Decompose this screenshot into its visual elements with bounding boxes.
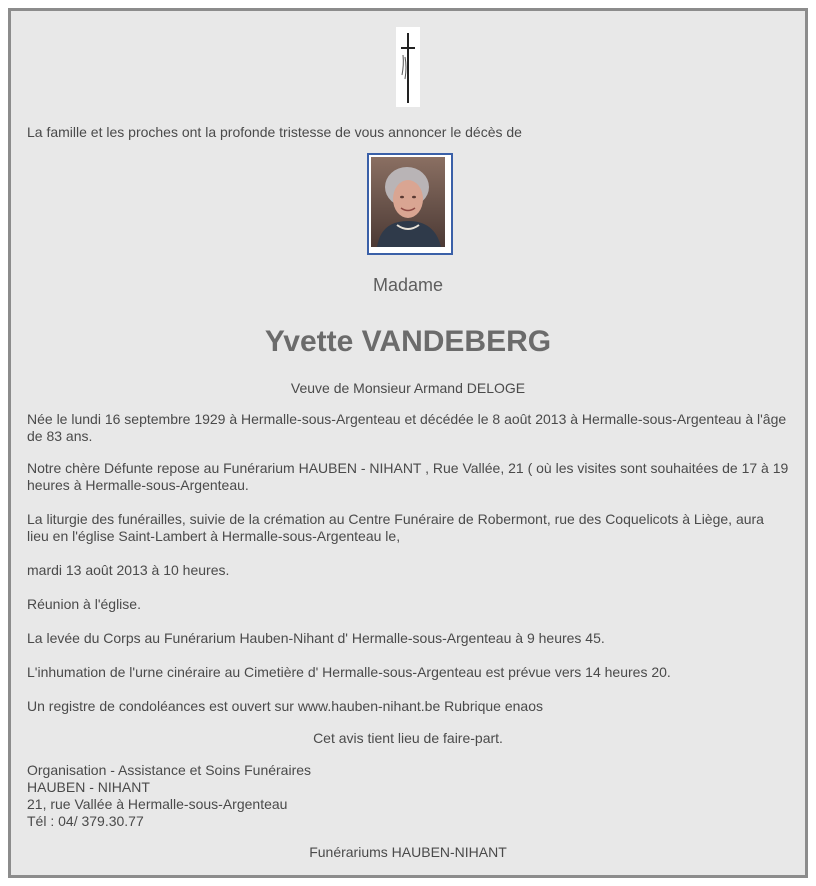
salutation: Madame bbox=[372, 275, 444, 295]
registry-text: Un registre de condoléances est ouvert sur www.hauben-nihant.be Rubrique enaos bbox=[27, 698, 543, 714]
organisation-line: Organisation - Assistance et Soins Funéraires bbox=[27, 762, 312, 778]
rest-text: Notre chère Défunte repose au Funérarium HAUBEN - NIHANT , Rue Vallée, 21 ( où les visites sont souhaitées de 17 à 19 heures à Hermalle-sous-Argenteau. bbox=[27, 460, 789, 493]
notice-content bbox=[11, 11, 805, 875]
ceremony-date: mardi 13 août 2013 à 10 heures. bbox=[27, 562, 230, 578]
deceased-name: Yvette VANDEBERG bbox=[264, 325, 552, 358]
portrait-photo bbox=[367, 153, 453, 255]
levee-text: La levée du Corps au Funérarium Hauben-Nihant d' Hermalle-sous-Argenteau à 9 heures 45. bbox=[27, 630, 605, 646]
organisation-company: HAUBEN - NIHANT bbox=[27, 779, 150, 795]
footer-text: Funérariums HAUBEN-NIHANT bbox=[309, 844, 507, 860]
cross-icon bbox=[396, 27, 420, 107]
meeting-text: Réunion à l'église. bbox=[27, 596, 141, 612]
organisation-block bbox=[27, 762, 789, 830]
inhumation-text: L'inhumation de l'urne cinéraire au Cimetière d' Hermalle-sous-Argenteau est prévue vers 14 heures 20. bbox=[27, 664, 671, 680]
death-notice-frame bbox=[8, 8, 808, 878]
organisation-phone: Tél : 04/ 379.30.77 bbox=[27, 813, 144, 829]
faire-part-text: Cet avis tient lieu de faire-part. bbox=[313, 730, 503, 746]
organisation-address: 21, rue Vallée à Hermalle-sous-Argenteau bbox=[27, 796, 288, 812]
liturgy-text: La liturgie des funérailles, suivie de la crémation au Centre Funéraire de Robermont, rue des Coquelicots à Liège, aura lieu en l'église Saint-Lambert à Hermalle-sous-Argenteau le, bbox=[27, 511, 764, 544]
intro-text: La famille et les proches ont la profonde tristesse de vous annoncer le décès de bbox=[27, 124, 522, 140]
widow-of-text: Veuve de Monsieur Armand DELOGE bbox=[290, 380, 526, 396]
birth-death-text: Née le lundi 16 septembre 1929 à Hermalle-sous-Argenteau et décédée le 8 août 2013 à Hermalle-sous-Argenteau à l'âge de 83 ans. bbox=[27, 411, 787, 444]
